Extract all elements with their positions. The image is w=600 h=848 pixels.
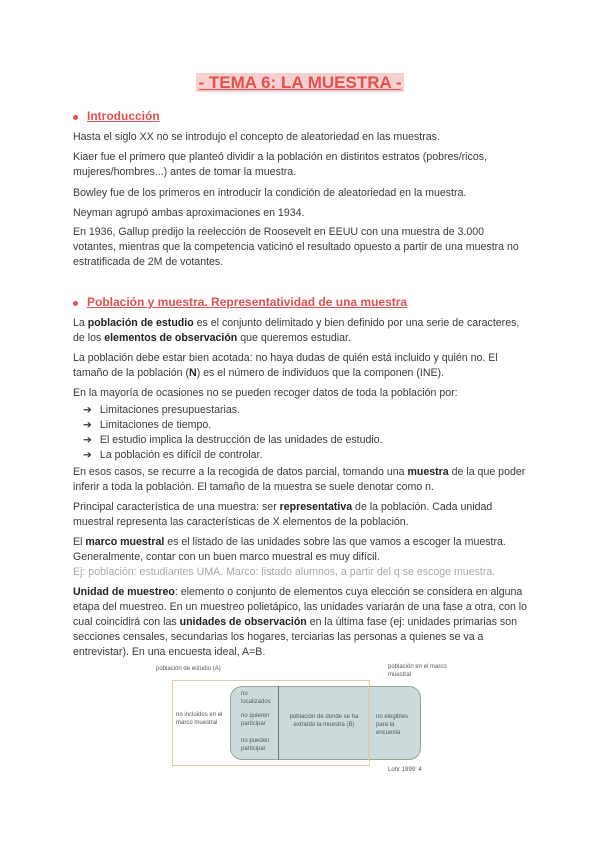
- limitations-list: [83, 403, 543, 463]
- bullet-icon: [73, 115, 78, 120]
- list-item: ➔ Limitaciones de tiempo.: [83, 418, 543, 433]
- label-not-included: no incluidos en el marco muestral: [176, 712, 223, 726]
- sampling-diagram: [140, 655, 460, 775]
- bullet-icon: [73, 301, 78, 306]
- label-not-located: no localizados: [241, 691, 271, 705]
- label-refuse: no quieren participar: [241, 713, 270, 727]
- label-study-population: población de estudio (A): [156, 666, 221, 672]
- title-text: - TEMA 6: LA MUESTRA -: [198, 73, 402, 92]
- heading-text: Población y muestra. Representatividad de una muestra: [87, 295, 408, 309]
- paragraph: En 1936, Gallup predijo la reelección de Roosevelt en EEUU con una muestra de 3.000 votantes, mientras que la competencia vaticinó el resultado opuesto a partir de una muestra no estratificada de 2M de votantes.: [73, 226, 519, 268]
- paragraph: Neyman agrupó ambas aproximaciones en 1934.: [73, 207, 305, 219]
- section-heading-intro: [73, 109, 533, 125]
- paragraph: En la mayoría de ocasiones no se pueden recoger datos de toda la población por:: [73, 387, 458, 399]
- list-item: ➔ El estudio implica la destrucción de las unidades de estudio.: [83, 433, 543, 448]
- paragraph: La población de estudio es el conjunto delimitado y bien definido por una serie de caracteres, de los elementos de observación que queremos estudiar.: [73, 317, 520, 344]
- example-note: Ej: población: estudiantes UMA. Marco: listado alumnos, a partir del q se escoge muestra.: [73, 566, 496, 578]
- label-cannot: no pueden participar: [241, 738, 270, 752]
- divider: [368, 686, 369, 760]
- divider: [278, 686, 279, 760]
- label-not-eligible: no elegibles para la encuesta: [376, 714, 409, 736]
- label-sample-population: población de donde se ha extraído la muestra (B): [289, 714, 359, 728]
- paragraph: La población debe estar bien acotada: no haya dudas de quién está incluido y quién no. El tamaño de la población (N) es el número de individuos que la componen (INE).: [73, 352, 498, 379]
- diagram-source: Lohr 1999: 4: [388, 767, 422, 773]
- paragraph: El marco muestral es el listado de las unidades sobre las que vamos a escoger la muestra. Generalmente, contar con un buen marco muestral es muy difícil. Ej: población: estudiantes UMA. Marco: listado alumnos, a partir del q se escoge muestra.: [73, 536, 506, 578]
- section-heading-population: [73, 295, 533, 311]
- paragraph: Principal característica de una muestra: ser representativa de la población. Cada unidad muestral representa las características de X elementos de la población.: [73, 501, 493, 528]
- heading-text: Introducción: [87, 109, 160, 123]
- list-item: ➔ La población es difícil de controlar.: [83, 448, 543, 463]
- paragraph: Bowley fue de los primeros en introducir la condición de aleatoriedad en la muestra.: [73, 187, 467, 199]
- paragraph: Unidad de muestreo: elemento o conjunto de elementos cuya elección se considera en alguna etapa del muestreo. En un muestreo polietápico, las unidades variarán de una fase a otra, con lo cual coincidirá con las unidades de observación en la última fase (ej: unidades primarias son secciones censales, secundarias los hogares, terciarias las personas a quienes se va a entrevistar). En una encuesta ideal, A=B.: [73, 586, 528, 658]
- label-frame-population: población en el marco muestral: [388, 664, 447, 678]
- paragraph: Hasta el siglo XX no se introdujo el concepto de aleatoriedad en las muestras.: [73, 131, 440, 143]
- paragraph: En esos casos, se recurre a la recogida de datos parcial, tomando una muestra de la que poder inferir a toda la población. El tamaño de la muestra se suele denotar como n.: [73, 466, 526, 493]
- page-title: [0, 72, 600, 94]
- list-item: ➔ Limitaciones presupuestarias.: [83, 403, 543, 418]
- paragraph: Kiaer fue el primero que planteó dividir a la población en distintos estratos (pobres/ricos, mujeres/hombres...) antes de tomar la muestra.: [73, 151, 487, 178]
